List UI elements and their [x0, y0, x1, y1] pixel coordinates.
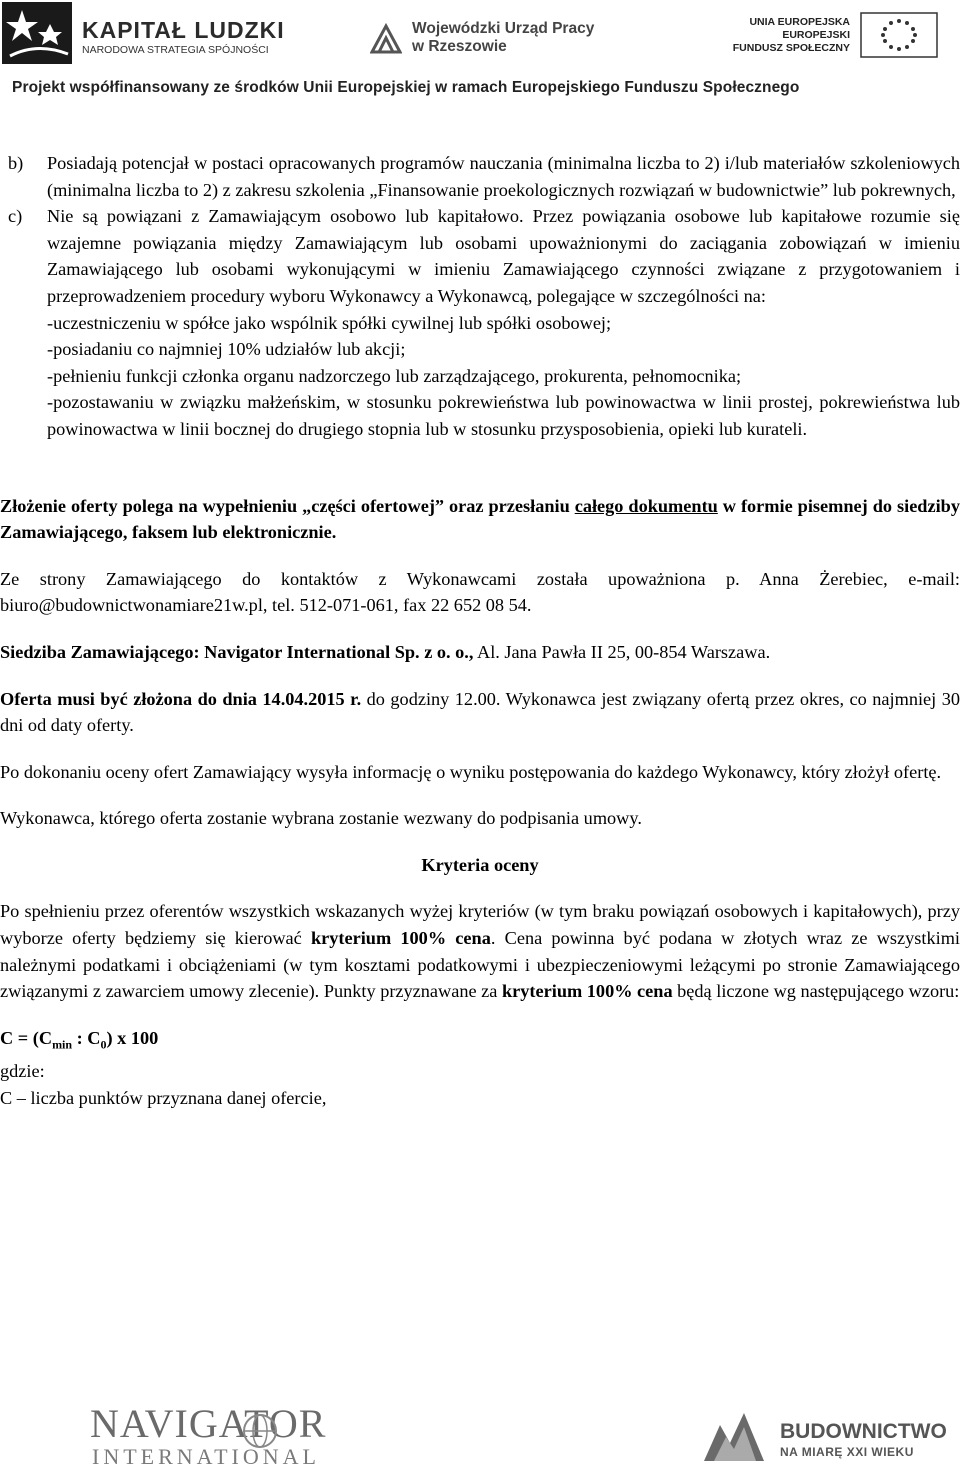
ue-line-3: FUNDUSZ SPOŁECZNY	[732, 42, 850, 54]
list-item-c-sub-1: -uczestniczeniu w spółce jako wspólnik spółki cywilnej lub spółki osobowej;	[47, 312, 612, 333]
criteria-text-c: będą liczone wg następującego wzoru:	[672, 981, 960, 1002]
formula-sub-min: min	[52, 1037, 73, 1052]
budownictwo-mark-icon	[700, 1405, 768, 1465]
seat-bold: Siedziba Zamawiającego: Navigator International Sp. z o. o.,	[0, 641, 474, 662]
list-item-c	[0, 203, 960, 309]
wup-name	[412, 20, 594, 56]
formula-part-c: ) x 100	[106, 1027, 159, 1048]
kapital-ludzki-wordmark	[82, 18, 302, 56]
formula-sub-0: 0	[100, 1037, 107, 1052]
c-definition: C – liczba punktów przyznana danej ofercie,	[0, 1087, 327, 1108]
page-header	[0, 0, 960, 100]
budownictwo-subtitle: NA MIARĘ XXI WIEKU	[780, 1445, 914, 1459]
page-footer	[0, 1395, 960, 1479]
offer-text-underlined: całego dokumentu	[574, 495, 718, 516]
wup-mark-icon	[370, 22, 402, 56]
eu-flag-icon	[860, 12, 938, 58]
document-body	[0, 150, 960, 1111]
criteria-paragraph	[0, 898, 960, 1004]
seat-rest: Al. Jana Pawła II 25, 00-854 Warszawa.	[473, 641, 771, 662]
list-item-b-text: Posiadają potencjał w postaci opracowanych programów nauczania (minimalna liczba to 2) i/lub materiałów szkoleniowych (minimalna liczba to 2) z zakresu szkolenia „Finansowanie proekologicznych rozwiązań w budownictwie” lub pokrewnych,	[47, 153, 960, 200]
formula-part-b: : C	[72, 1027, 101, 1048]
formula-part-a: C = (C	[0, 1027, 53, 1048]
project-cofinancing-line: Projekt współfinansowany ze środków Unii Europejskiej w ramach Europejskiego Funduszu Społecznego	[12, 79, 800, 96]
wup-rzeszow-logo	[370, 18, 640, 62]
kapital-ludzki-logo-icon	[2, 2, 72, 64]
offer-submission-paragraph	[0, 493, 960, 546]
list-item-c-sub-4: -pozostawaniu w związku małżeńskim, w stosunku pokrewieństwa lub powinowactwa w linii prostej, pokrewieństwa lub powinowactwa w linii bocznej do drugiego stopnia lub w stosunku przysposobienia, opieki lub kurateli.	[47, 392, 960, 439]
navigator-subtitle: INTERNATIONAL	[92, 1444, 320, 1469]
navigator-title: NAVIGATOR	[90, 1401, 327, 1446]
globe-icon	[240, 1411, 280, 1451]
deadline-rest: do godziny 12.00. Wykonawca jest związany ofertą przez okres, co najmniej 30 dni od daty oferty.	[0, 688, 960, 736]
formula	[0, 1025, 960, 1058]
ue-line-1: UNIA EUROPEJSKA	[749, 16, 850, 28]
where-label: gdzie:	[0, 1061, 45, 1082]
contact-paragraph: Ze strony Zamawiającego do kontaktów z Wykonawcami została upoważniona p. Anna Żerebiec, e-mail: biuro@budownictwonamiare21w.pl, tel. 512-071-061, fax 22 652 08 54.	[0, 568, 960, 616]
criteria-text-a: Po spełnieniu przez oferentów wszystkich wskazanych wyżej kryteriów (w tym braku powiązań osobowych i kapitałowych), przy wyborze oferty będziemy się kierować	[0, 901, 960, 949]
budownictwo-title: BUDOWNICTWO	[780, 1420, 947, 1443]
kapital-ludzki-subtitle: NARODOWA STRATEGIA SPÓJNOŚCI	[82, 44, 269, 56]
offer-text-a: Złożenie oferty polega na wypełnieniu „części ofertowej” oraz przesłaniu	[0, 495, 575, 516]
wup-line-1: Wojewódzki Urząd Pracy	[412, 20, 595, 37]
criteria-bold-1: kryterium 100% cena	[310, 928, 491, 949]
list-item-c-text: Nie są powiązani z Zamawiającym osobowo lub kapitałowo. Przez powiązania osobowe lub kapitałowe rozumie się wzajemne powiązania między Zamawiającym lub osobami upoważnionymi do zaciągania zobowiązań w imieniu Zamawiającego lub osobami wykonującymi w imieniu Zamawiającego czynności związane z przygotowaniem i przeprowadzeniem procedury wyboru Wykonawcy a Wykonawcą, polegające w szczególności na:	[47, 206, 960, 306]
budownictwo-logo	[700, 1405, 947, 1465]
navigator-logo	[90, 1401, 327, 1469]
criteria-bold-2: kryterium 100% cena	[502, 981, 673, 1002]
criteria-heading-text: Kryteria oceny	[421, 854, 539, 875]
list-item-b	[0, 150, 960, 203]
wup-line-2: w Rzeszowie	[412, 38, 507, 55]
list-item-c-sub-3: -pełnieniu funkcji członka organu nadzorczego lub zarządzającego, prokurenta, pełnomocnika;	[47, 365, 742, 386]
offer-text-b: w formie pisemnej do siedziby Zamawiającego, faksem lub elektronicznie.	[0, 495, 960, 543]
ue-line-2: EUROPEJSKI	[782, 29, 850, 41]
list-item-c-sub-2: -posiadaniu co najmniej 10% udziałów lub akcji;	[47, 339, 406, 360]
deadline-bold: Oferta musi być złożona do dnia 14.04.2015 r.	[0, 688, 362, 709]
winner-paragraph: Wykonawca, którego oferta zostanie wybrana zostanie wezwany do podpisania umowy.	[0, 808, 642, 829]
criteria-heading	[0, 852, 960, 879]
deadline-paragraph	[0, 686, 960, 739]
evaluation-paragraph: Po dokonaniu oceny ofert Zamawiający wysyła informację o wyniku postępowania do każdego Wykonawcy, który złożył ofertę.	[0, 761, 942, 782]
criteria-text-b: . Cena powinna być podana w złotych wraz ze wszystkimi należnymi podatkami i obciążeniami (w tym kosztami podatkowymi i ubezpieczeniowymi leżącymi po stronie Zamawiającego związanymi z zawarciem umowy zlecenie). Punkty przyznawane za	[0, 928, 960, 1002]
seat-paragraph	[0, 639, 960, 666]
eu-fund-text	[700, 16, 850, 55]
list-marker-c: c)	[8, 206, 23, 227]
kapital-ludzki-title: KAPITAŁ LUDZKI	[82, 17, 285, 43]
list-marker-b: b)	[8, 153, 24, 173]
